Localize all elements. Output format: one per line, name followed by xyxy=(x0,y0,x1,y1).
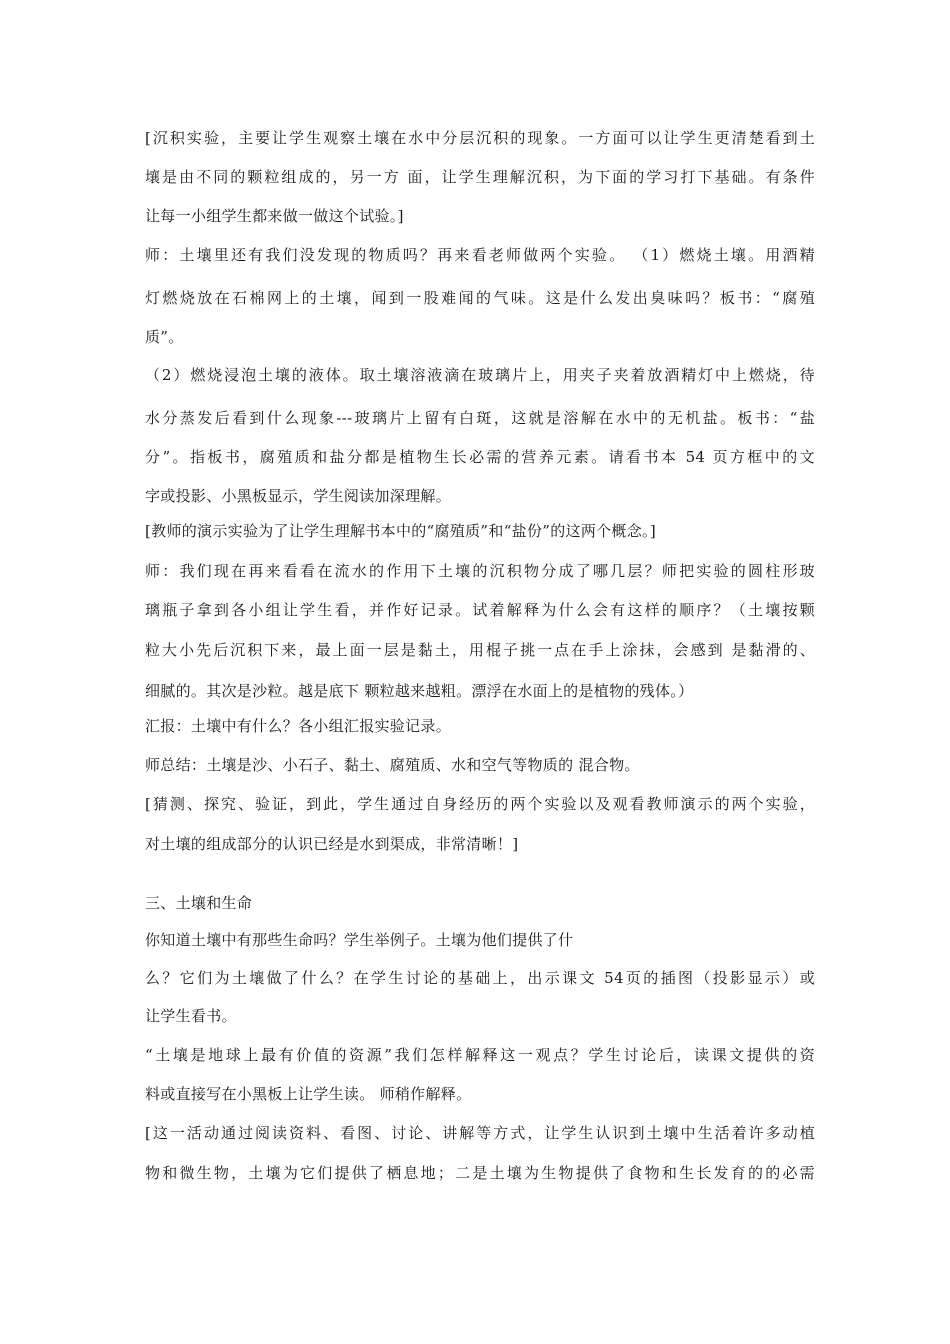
text-line: 汇报：土壤中有什么？各小组汇报实验记录。 xyxy=(145,717,452,735)
text-line: 师：土壤里还有我们没发现的物质吗？再来看老师做两个实验。 （1）燃烧土壤。用酒精 xyxy=(145,246,815,264)
text-line: [沉积实验，主要让学生观察土壤在水中分层沉积的现象。一方面可以让学生更清楚看到土 xyxy=(145,129,815,147)
text-line: “土壤是地球上最有价值的资源”我们怎样解释这一观点？学生讨论后，读课文提供的资 xyxy=(145,1046,815,1064)
text-line: 你知道土壤中有那些生命吗？学生举例子。土壤为他们提供了什 xyxy=(145,931,574,949)
text-line: 分”。指板书，腐殖质和盐分都是植物生长必需的营养元素。请看书本 54 页方框中的文 xyxy=(145,448,815,466)
text-line: 灯燃烧放在石棉网上的土壤，闻到一股难闻的气味。这是什么发出臭味吗？板书：“腐殖 xyxy=(145,289,815,307)
text-line: 粒大小先后沉积下来，最上面一层是黏土，用棍子挑一点在手上涂抹，会感到 是黏滑的、 xyxy=(145,641,815,659)
text-line: 壤是由不同的颗粒组成的，另一方 面，让学生理解沉积，为下面的学习打下基础。有条件 xyxy=(145,168,815,186)
text-line: 师总结：土壤是沙、小石子、黏土、腐殖质、水和空气等物质的 混合物。 xyxy=(145,756,640,774)
text-line: 让每一小组学生都来做一做这个试验。] xyxy=(145,207,404,225)
text-line: [这一活动通过阅读资料、看图、讨论、讲解等方式，让学生认识到土壤中生活着许多动植 xyxy=(145,1124,815,1142)
text-line: 字或投影、小黑板显示，学生阅读加深理解。 xyxy=(145,487,452,505)
text-line: 师：我们现在再来看看在流水的作用下土壤的沉积物分成了哪几层？师把实验的圆柱形玻 xyxy=(145,562,815,580)
text-line: 对土壤的组成部分的认识已经是水到渠成，非常清晰！] xyxy=(145,835,519,853)
text-line: 质”。 xyxy=(145,328,184,346)
text-line: 料或直接写在小黑板上让学生读。 师稍作解释。 xyxy=(145,1085,472,1103)
text-line: [教师的演示实验为了让学生理解书本中的“腐殖质”和“盐份”的这两个概念。] xyxy=(145,522,656,540)
text-line: 物和微生物，土壤为它们提供了栖息地；二是土壤为生物提供了食物和生长发育的的必需 xyxy=(145,1164,815,1182)
text-line: （2）燃烧浸泡土壤的液体。取土壤溶液滴在玻璃片上，用夹子夹着放酒精灯中上燃烧，待 xyxy=(145,366,815,384)
text-line: 璃瓶子拿到各小组让学生看，并作好记录。试着解释为什么会有这样的顺序？（土壤按颗 xyxy=(145,601,815,619)
text-line: [猜测、探究、验证，到此，学生通过自身经历的两个实验以及观看教师演示的两个实验， xyxy=(145,795,815,813)
text-line: 水分蒸发后看到什么现象---玻璃片上留有白斑，这就是溶解在水中的无机盐。板书：“盐 xyxy=(145,409,815,427)
text-line: 么？它们为土壤做了什么？在学生讨论的基础上，出示课文 54页的插图（投影显示）或 xyxy=(145,969,815,987)
text-line: 细腻的。其次是沙粒。越是底下 颗粒越来越粗。漂浮在水面上的是植物的残体。） xyxy=(145,682,694,700)
section-heading: 三、土壤和生命 xyxy=(145,894,253,912)
text-line: 让学生看书。 xyxy=(145,1007,237,1025)
